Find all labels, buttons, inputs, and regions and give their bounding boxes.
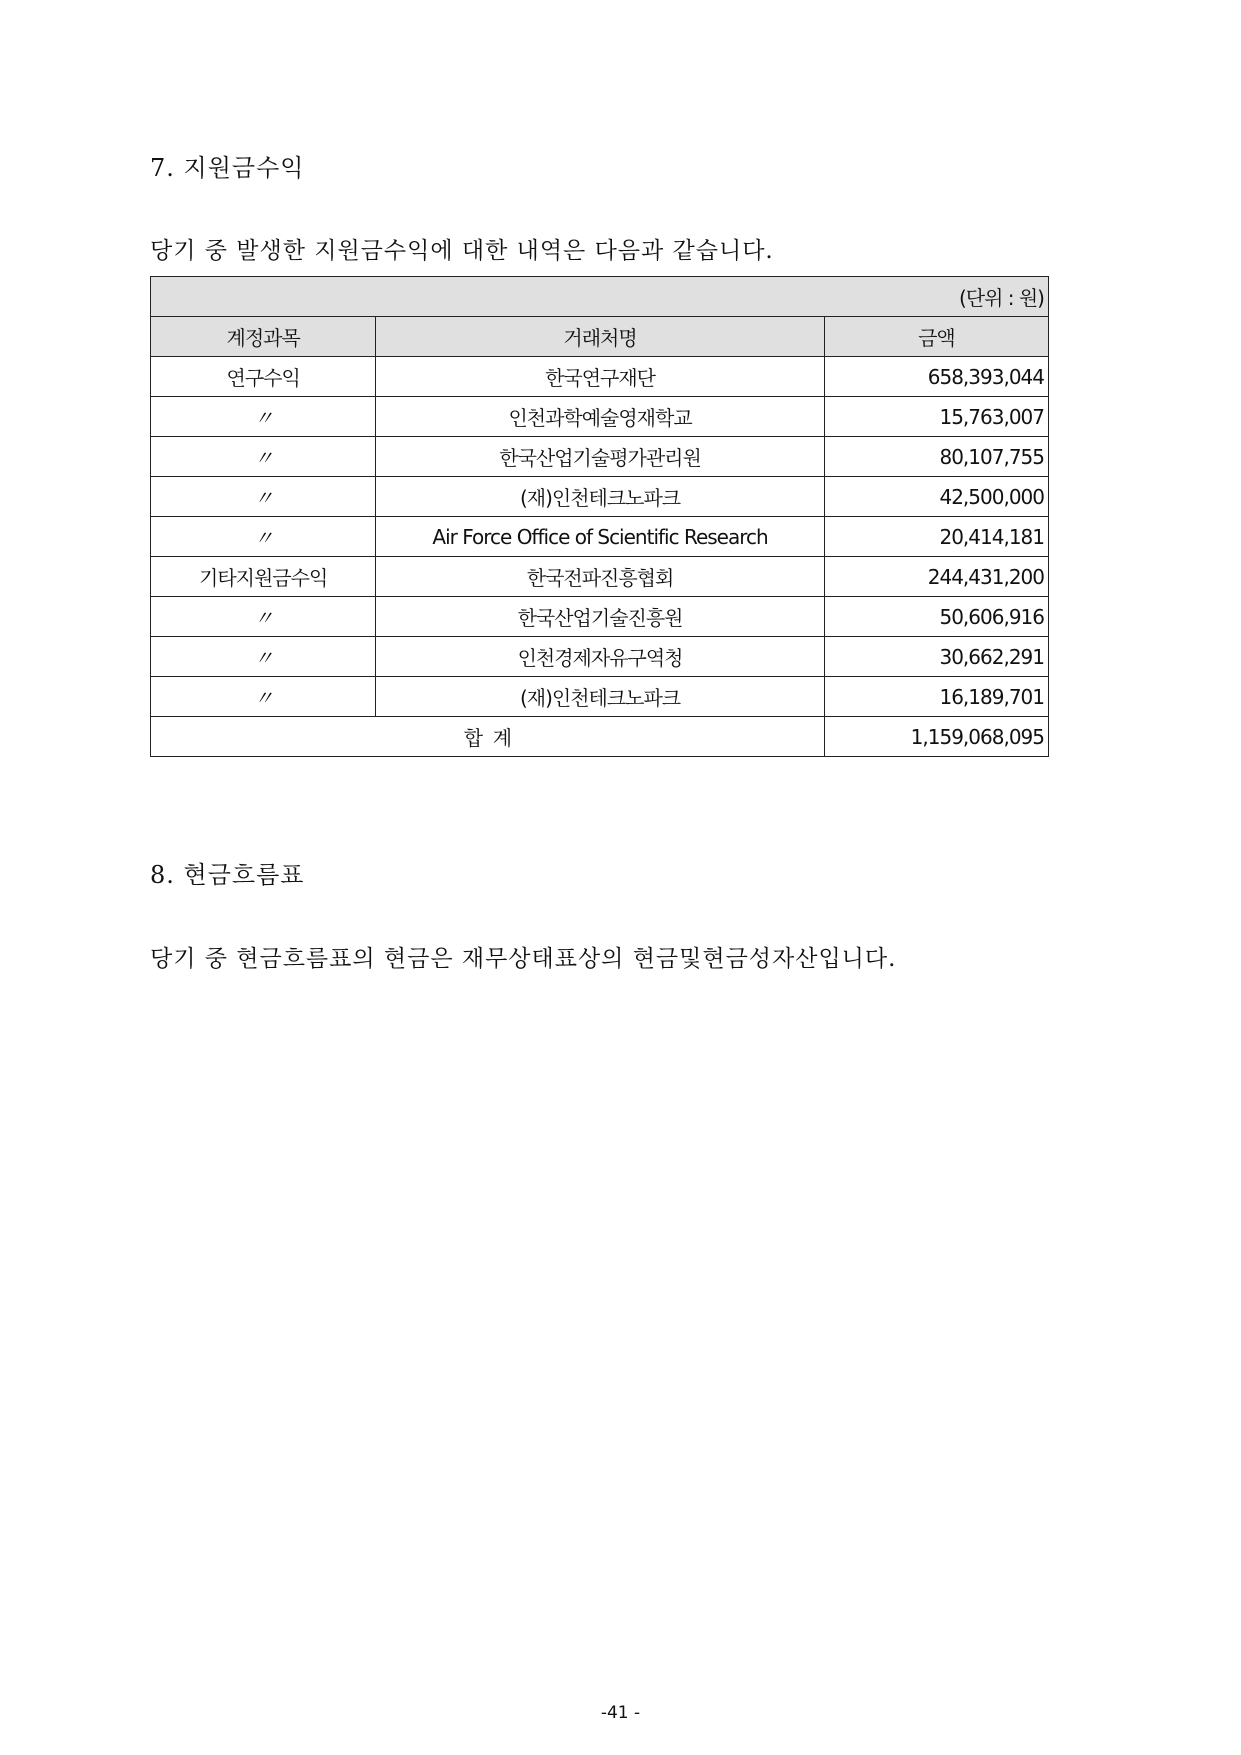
table-row: [151, 477, 1049, 517]
total-amount: 1,159,068,095: [824, 717, 1048, 757]
section-8-intro: 당기 중 현금흐름표의 현금은 재무상태표상의 현금및현금성자산입니다.: [150, 946, 897, 972]
cell-amount: 80,107,755: [824, 437, 1048, 477]
header-row: [151, 317, 1049, 357]
cell-account: 〃: [151, 597, 376, 637]
cell-account: 〃: [151, 437, 376, 477]
cell-counterparty: Air Force Office of Scientific Research: [376, 517, 824, 557]
table-row: [151, 357, 1049, 397]
grant-income-table: [150, 276, 1049, 757]
table-row: [151, 597, 1049, 637]
cell-amount: 30,662,291: [824, 637, 1048, 677]
cell-amount: 50,606,916: [824, 597, 1048, 637]
cell-account: 〃: [151, 517, 376, 557]
cell-counterparty: (재)인천테크노파크: [376, 477, 824, 517]
cell-counterparty: 한국산업기술평가관리원: [376, 437, 824, 477]
table-row: [151, 637, 1049, 677]
cell-amount: 244,431,200: [824, 557, 1048, 597]
section-7-intro: 당기 중 발생한 지원금수익에 대한 내역은 다음과 같습니다.: [150, 238, 774, 264]
table-row: [151, 437, 1049, 477]
cell-account: 연구수익: [151, 357, 376, 397]
cell-counterparty: 한국전파진흥협회: [376, 557, 824, 597]
cell-account: 〃: [151, 477, 376, 517]
cell-amount: 20,414,181: [824, 517, 1048, 557]
cell-counterparty: 인천과학예술영재학교: [376, 397, 824, 437]
header-amount: 금액: [824, 317, 1048, 357]
total-row: [151, 717, 1049, 757]
cell-amount: 658,393,044: [824, 357, 1048, 397]
unit-row: [151, 277, 1049, 317]
table-row: [151, 517, 1049, 557]
cell-amount: 15,763,007: [824, 397, 1048, 437]
header-counterparty: 거래처명: [376, 317, 824, 357]
table-row: [151, 677, 1049, 717]
unit-label: (단위 : 원): [151, 277, 1049, 317]
table-row: [151, 397, 1049, 437]
page-number: -41 -: [600, 1703, 641, 1723]
header-account: 계정과목: [151, 317, 376, 357]
cell-counterparty: 한국산업기술진흥원: [376, 597, 824, 637]
total-label: 합 계: [151, 717, 825, 757]
table-row: [151, 557, 1049, 597]
cell-counterparty: (재)인천테크노파크: [376, 677, 824, 717]
cell-account: 〃: [151, 637, 376, 677]
cell-counterparty: 한국연구재단: [376, 357, 824, 397]
cell-counterparty: 인천경제자유구역청: [376, 637, 824, 677]
section-7-heading: 7. 지원금수익: [150, 154, 305, 182]
cell-account: 〃: [151, 397, 376, 437]
cell-account: 〃: [151, 677, 376, 717]
cell-amount: 16,189,701: [824, 677, 1048, 717]
section-8-heading: 8. 현금흐름표: [150, 861, 305, 889]
cell-account: 기타지원금수익: [151, 557, 376, 597]
cell-amount: 42,500,000: [824, 477, 1048, 517]
